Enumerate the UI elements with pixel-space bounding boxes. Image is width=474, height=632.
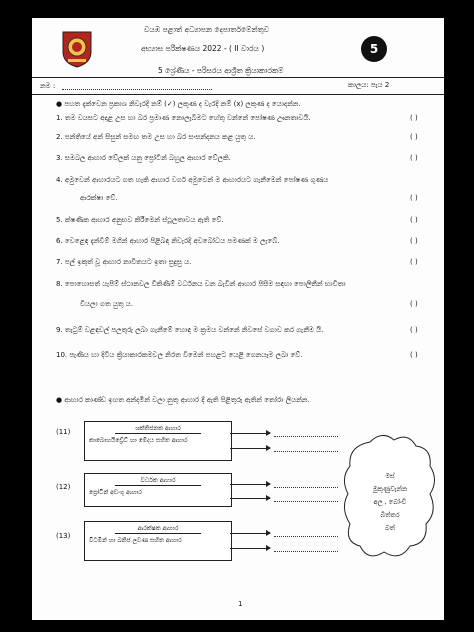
worksheet-page <box>32 18 444 620</box>
item-13-number: (13) <box>56 532 71 540</box>
header-divider <box>32 77 444 78</box>
cloud-word-4: බිත්තර <box>380 511 400 519</box>
answer-box-9[interactable]: ( ) <box>410 326 418 334</box>
answer-box-5[interactable]: ( ) <box>410 216 418 224</box>
exam-title: අභ්‍යාස පරීක්ෂණය 2022 - ( II වාරය ) <box>141 44 265 53</box>
answer-box-7[interactable]: ( ) <box>410 258 418 266</box>
answer-line-13-a[interactable] <box>274 536 338 537</box>
answer-box-1[interactable]: ( ) <box>410 114 418 122</box>
question-4-continued: ආරක්ෂා වේ. <box>80 194 118 202</box>
time-label: කාලය: පැය 2 <box>348 81 390 89</box>
arrow-13-a <box>230 533 270 534</box>
question-8-continued: වියලා ගත යුතු ය. <box>80 300 134 308</box>
question-6: 6. වෙළෙඳ දැන්වීම් මගින් ආහාර පිළිබඳ නිවැරදි අවබෝධය පමණක් ම ලැබේ. <box>56 237 280 245</box>
grade-badge <box>361 36 387 62</box>
cloud-word-1: මස් <box>385 472 395 480</box>
answer-box-4[interactable]: ( ) <box>410 194 418 202</box>
page-number: 1 <box>238 600 243 608</box>
question-1: 1. තම වයසට අදාළ උස හා බර ප්‍රමාණ නොලැබීමට හේතු වන්නේ පෝෂණ ඌනතාවයි. <box>56 114 311 122</box>
answer-line-11-a[interactable] <box>274 436 338 437</box>
department-title: වයඹ පළාත් අධ්‍යාපන දෙපාර්තමේන්තුව <box>144 25 270 34</box>
food-box-12-underline <box>115 485 201 486</box>
section-b-instruction: ● ආහාර කාණ්ඩ ඉහත අන්දමින් වලා නුතු ආහාර දී ඇති පිළිතුරු ඇතින් තෝරා ලියන්න. <box>56 396 310 404</box>
item-11-number: (11) <box>56 428 71 436</box>
arrow-12-b <box>230 498 270 499</box>
answer-line-11-b[interactable] <box>274 451 338 452</box>
food-box-12-title: වර්ධක ආහාර <box>140 477 176 484</box>
answer-line-12-a[interactable] <box>274 487 338 488</box>
answer-box-2[interactable]: ( ) <box>410 133 418 141</box>
question-7: 7. පල් ඉකුත් වූ ආහාර නාවිතයට ඉතා සුදුසු ය. <box>56 258 192 266</box>
food-box-13 <box>84 521 232 561</box>
question-5: 5. ක්ෂණික ආහාර අනුභව කිරීමෙන් ස්ථූලතාවය ඇති වේ. <box>56 216 224 224</box>
question-9: 9. තැටුම් වළඳවල් පලතුරු ලබා ගැනීමේ හොඳ ම ක්‍රමය වන්නේ නිවසේ වගාව කර ගැනීම යි. <box>56 326 324 334</box>
question-3: 3. සමබල ආහාර වේලක් යනු ප්‍රෝටීන් බහුල ආහාර වේලකි. <box>56 154 231 162</box>
school-crest-logo <box>60 30 94 68</box>
answer-box-10[interactable]: ( ) <box>410 351 418 359</box>
food-box-13-text: විටමින් හා ඛනිජ ලවණ සහිත ආහාර <box>89 537 182 544</box>
arrow-13-b <box>230 548 270 549</box>
food-box-12 <box>84 473 232 507</box>
answer-box-8[interactable]: ( ) <box>410 300 418 308</box>
question-8: 8. පොහොසත් යැපීම් ස්ථානවල විකිණීම් වර්ධනය වන බැවින් ආහාර පිසීම සඳහා පොලිතීන් භාවිතා <box>56 280 346 288</box>
arrow-12-a <box>230 484 270 485</box>
food-box-13-underline <box>115 533 201 534</box>
cloud-word-2: මුකුණුවැන්න <box>372 485 408 493</box>
food-box-11-underline <box>115 433 201 434</box>
answer-line-13-b[interactable] <box>274 551 338 552</box>
food-box-13-title: ආරක්ෂක ආහාර <box>137 525 179 532</box>
arrow-11-b <box>230 448 270 449</box>
food-box-11-text: කාබොහයිඩ්‍රේට් හා මේදය සහිත ආහාර <box>89 437 188 444</box>
subject-title: 5 ශ්‍රේණිය - පරිසරය ආශ්‍රිත ක්‍රියාකාරකම් <box>158 66 284 75</box>
question-4: 4. අමුවෙන් ආහාරයට ගත හැකි ආහාර වර්ග අමුවෙන් ම ආහාරයට ගැනීමෙන් පෝෂණ ගුණය <box>56 176 329 184</box>
name-label: නම : <box>40 82 56 90</box>
arrow-11-a <box>230 433 270 434</box>
food-box-11-title: ශක්තිජනක ආහාර <box>135 425 181 432</box>
cloud-word-5: බත් <box>385 524 395 532</box>
question-10: 10. පැණිය හා දිවිය ක්‍රියාකාරකමවල නිරත වීමෙන් පහළට යෙළි ගෙනයෑම ලබා වේ. <box>56 351 303 359</box>
name-field[interactable] <box>62 89 212 90</box>
answer-box-6[interactable]: ( ) <box>410 237 418 245</box>
word-cloud-foods <box>352 470 428 535</box>
answer-box-3[interactable]: ( ) <box>410 154 418 162</box>
section-a-instruction: ● පහත දැක්වෙන ප්‍රකාශ නිවැරදි නම් (✓) ලකුණ ද වැරදි නම් (x) ලකුණ ද යොදන්න. <box>56 100 301 108</box>
cloud-word-3: අල , බෝංචි <box>373 498 407 506</box>
item-12-number: (12) <box>56 483 71 491</box>
food-box-11 <box>84 421 232 461</box>
answer-line-12-b[interactable] <box>274 501 338 502</box>
question-2: 2. පන්තියේ අන් සිසුන් සමඟ තම උස හා බර සංසන්දනය කළ යුතු ය. <box>56 133 256 141</box>
food-box-12-text: ප්‍රෝටීන් අඩංගු ආහාර <box>89 489 142 496</box>
grade-badge-number: 5 <box>369 42 379 56</box>
name-divider <box>32 94 444 95</box>
